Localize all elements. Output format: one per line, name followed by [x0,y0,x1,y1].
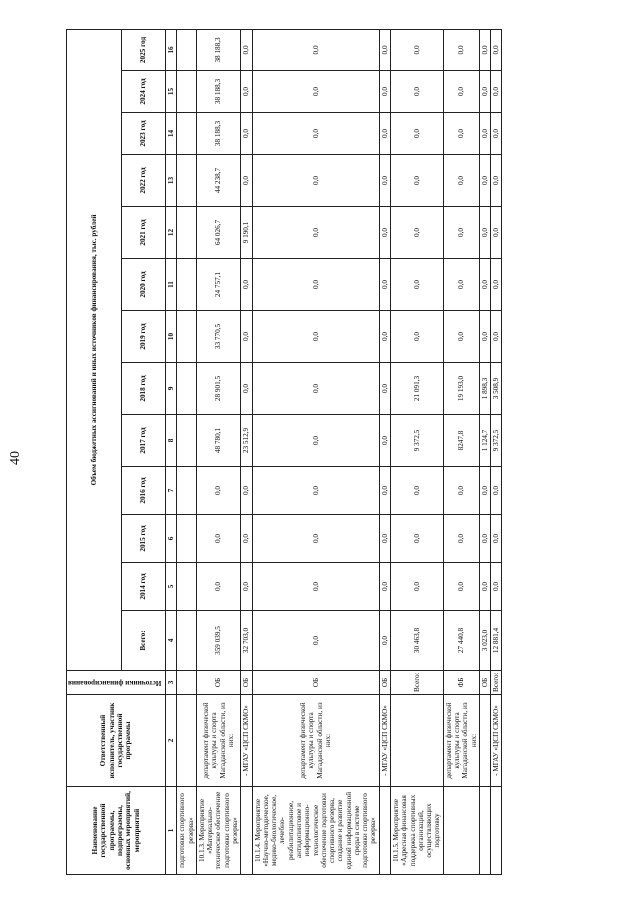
col-number: 14 [166,113,177,155]
table-row [443,29,479,874]
col-number: 11 [166,259,177,311]
header-executor: Ответственный исполнитель, участник государственной программы [67,695,166,787]
row-value: 0,0 [391,29,444,70]
col-number: 12 [166,207,177,259]
row-value: 0,0 [241,71,252,113]
row-value: 0,0 [391,207,444,259]
col-number: 16 [166,29,177,70]
row-value: 0,0 [479,467,490,515]
row-value: 9 372,5 [491,415,502,467]
row-value: 0,0 [491,259,502,311]
row-value [177,155,197,207]
page-number: 40 [8,451,23,465]
row-value: 0,0 [241,113,252,155]
row-value: 0,0 [252,29,379,70]
row-value: 0,0 [379,563,390,611]
table-body [177,29,502,874]
row-source: Всего: [391,671,444,695]
header-year: 2014 год [122,563,166,611]
row-executor: - МГАУ «ЦСП СКМО» [379,695,390,787]
row-value: 0,0 [379,259,390,311]
row-value: 3 508,9 [491,363,502,415]
row-value: 0,0 [443,29,479,70]
row-name: 10.1.5. Мероприятие «Адресная финансовая поддержка спортивных организаций, осуществляющих подготовку [391,787,444,875]
row-value: 0,0 [196,563,240,611]
row-value: 0,0 [241,363,252,415]
row-value: 3 023,0 [479,611,490,671]
row-source: ОБ [479,671,490,695]
row-value: 27 440,8 [443,611,479,671]
table-row [196,29,240,874]
row-value: 38 188,3 [196,71,240,113]
table-row [241,29,252,874]
row-executor: - МГАУ «ЦСП СКМО» [241,695,252,787]
row-value: 28 901,5 [196,363,240,415]
row-value: 0,0 [479,155,490,207]
row-executor: департамент физической культуры и спорта Магаданской области, из них: [252,695,379,787]
row-value [177,363,197,415]
row-name: подготовки спортивного резерва» [177,787,197,875]
row-value: 9 372,5 [391,415,444,467]
row-executor [177,695,197,787]
header-year: 2022 год [122,155,166,207]
header-volume: Объем бюджетных ассигнований и иных источников финансирования, тыс. рублей [67,29,122,670]
col-number: 5 [166,563,177,611]
row-value [177,467,197,515]
row-value: 0,0 [196,467,240,515]
row-executor: департамент физической культуры и спорта Магаданской области, из них: [443,695,479,787]
row-executor [479,695,490,787]
row-value: 0,0 [379,311,390,363]
row-value: 0,0 [443,155,479,207]
row-value: 0,0 [491,113,502,155]
row-value: 44 238,7 [196,155,240,207]
row-value: 0,0 [479,311,490,363]
row-value [177,515,197,563]
row-value: 0,0 [379,29,390,70]
row-value: 0,0 [391,259,444,311]
header-row-1 [67,29,122,874]
col-number: 13 [166,155,177,207]
row-value: 0,0 [252,155,379,207]
row-value: 0,0 [241,515,252,563]
row-value: 0,0 [252,259,379,311]
row-value: 0,0 [491,515,502,563]
row-value: 0,0 [479,563,490,611]
row-source: ОБ [196,671,240,695]
header-year: 2017 год [122,415,166,467]
row-name: 10.1.3. Мероприятие «Материально-техническое обеспечение подготовки спортивного резерва» [196,787,240,875]
row-value [177,611,197,671]
row-value: 0,0 [241,155,252,207]
col-number: 4 [166,611,177,671]
row-value: 32 703,0 [241,611,252,671]
row-value: 0,0 [443,71,479,113]
row-source: ОБ [252,671,379,695]
row-value: 0,0 [252,311,379,363]
row-value: 0,0 [379,71,390,113]
row-value [177,29,197,70]
row-source [177,671,197,695]
row-value: 21 091,3 [391,363,444,415]
row-value: 0,0 [443,207,479,259]
col-number: 6 [166,515,177,563]
row-value: 0,0 [491,467,502,515]
row-executor: - МГАУ «ЦСП СКМО» [491,695,502,787]
col-number: 9 [166,363,177,415]
row-value: 0,0 [379,515,390,563]
row-value: 0,0 [391,515,444,563]
row-value: 0,0 [391,113,444,155]
col-number: 2 [166,695,177,787]
header-year: 2021 год [122,207,166,259]
row-value: 0,0 [241,259,252,311]
budget-table [66,29,502,875]
row-value [177,563,197,611]
header-year: 2020 год [122,259,166,311]
row-value: 0,0 [443,563,479,611]
row-value: 0,0 [252,415,379,467]
table-row [391,29,444,874]
row-value: 48 780,1 [196,415,240,467]
row-value: 0,0 [252,563,379,611]
row-value: 0,0 [252,71,379,113]
row-value: 0,0 [252,363,379,415]
row-value: 359 039,5 [196,611,240,671]
row-value: 1 124,7 [479,415,490,467]
row-value: 0,0 [379,467,390,515]
header-year: 2025 год [122,29,166,70]
header-year: 2018 год [122,363,166,415]
col-number: 8 [166,415,177,467]
header-year: 2024 год [122,71,166,113]
row-name [241,787,252,875]
row-executor [391,695,444,787]
row-value: 30 463,8 [391,611,444,671]
row-value [177,71,197,113]
row-value [177,259,197,311]
row-value [177,113,197,155]
row-value: 23 512,9 [241,415,252,467]
row-value: 0,0 [491,207,502,259]
row-value: 0,0 [252,611,379,671]
row-value: 0,0 [491,311,502,363]
header-col-numbers [166,29,177,874]
row-value [177,207,197,259]
row-value: 33 770,5 [196,311,240,363]
row-value: 0,0 [252,113,379,155]
row-value: 0,0 [391,467,444,515]
row-value: 24 757,1 [196,259,240,311]
row-value: 0,0 [479,113,490,155]
row-value: 0,0 [491,29,502,70]
row-value: 0,0 [379,611,390,671]
row-source: ФБ [443,671,479,695]
row-value: 0,0 [491,155,502,207]
table-row [491,29,502,874]
row-value: 0,0 [479,207,490,259]
row-value: 1 898,3 [479,363,490,415]
table-row [177,29,197,874]
row-value: 0,0 [379,363,390,415]
header-name: Наименование государственной программы, подпрограммы, основных мероприятий, мероприятий [67,787,166,875]
row-value: 0,0 [252,467,379,515]
row-value: 0,0 [491,563,502,611]
row-value: 0,0 [443,515,479,563]
row-value [177,415,197,467]
row-name [479,787,490,875]
row-value: 19 193,0 [443,363,479,415]
row-name [443,787,479,875]
header-source: Источники финансирования [67,671,166,695]
header-year: 2023 год [122,113,166,155]
row-value: 0,0 [391,563,444,611]
row-value: 0,0 [479,29,490,70]
table-row [252,29,379,874]
row-value: 0,0 [196,515,240,563]
row-value: 0,0 [379,207,390,259]
row-name [491,787,502,875]
row-value: 0,0 [241,563,252,611]
row-value: 0,0 [491,71,502,113]
row-name: 10.1.4. Мероприятие «Научно-методическое, медико-биологическое, лечебно-реабилитационное, антидопинговое и информационно-технологическое обеспечение подготовки спортивного резерва, создание и развитие единой информационной среды в системе подготовки спортивного резерва» [252,787,379,875]
row-value: 0,0 [443,259,479,311]
header-year: 2016 год [122,467,166,515]
row-value: 0,0 [379,155,390,207]
row-value: 9 190,1 [241,207,252,259]
row-value: 0,0 [241,29,252,70]
row-value: 0,0 [479,259,490,311]
row-name [379,787,390,875]
row-value: 0,0 [479,515,490,563]
header-total: Всего: [122,611,166,671]
row-value: 8247,8 [443,415,479,467]
row-value: 0,0 [391,311,444,363]
row-source: ОБ [379,671,390,695]
row-value: 38 188,3 [196,113,240,155]
row-source: Всего: [491,671,502,695]
row-value: 64 026,7 [196,207,240,259]
col-number: 7 [166,467,177,515]
header-year: 2015 год [122,515,166,563]
table-row [479,29,490,874]
row-value: 0,0 [479,71,490,113]
col-number: 15 [166,71,177,113]
row-value: 0,0 [379,113,390,155]
row-value: 12 881,4 [491,611,502,671]
row-executor: департамент физической культуры и спорта Магаданской области, из них: [196,695,240,787]
row-value: 0,0 [443,113,479,155]
col-number: 10 [166,311,177,363]
row-value: 0,0 [443,311,479,363]
col-number: 1 [166,787,177,875]
row-value: 0,0 [252,515,379,563]
row-value: 0,0 [241,311,252,363]
table-row [379,29,390,874]
row-value: 0,0 [443,467,479,515]
row-value: 0,0 [241,467,252,515]
row-value: 0,0 [252,207,379,259]
row-source: ОБ [241,671,252,695]
row-value: 0,0 [379,415,390,467]
row-value [177,311,197,363]
col-number: 3 [166,671,177,695]
row-value: 38 188,3 [196,29,240,70]
row-value: 0,0 [391,71,444,113]
header-year: 2019 год [122,311,166,363]
row-value: 0,0 [391,155,444,207]
